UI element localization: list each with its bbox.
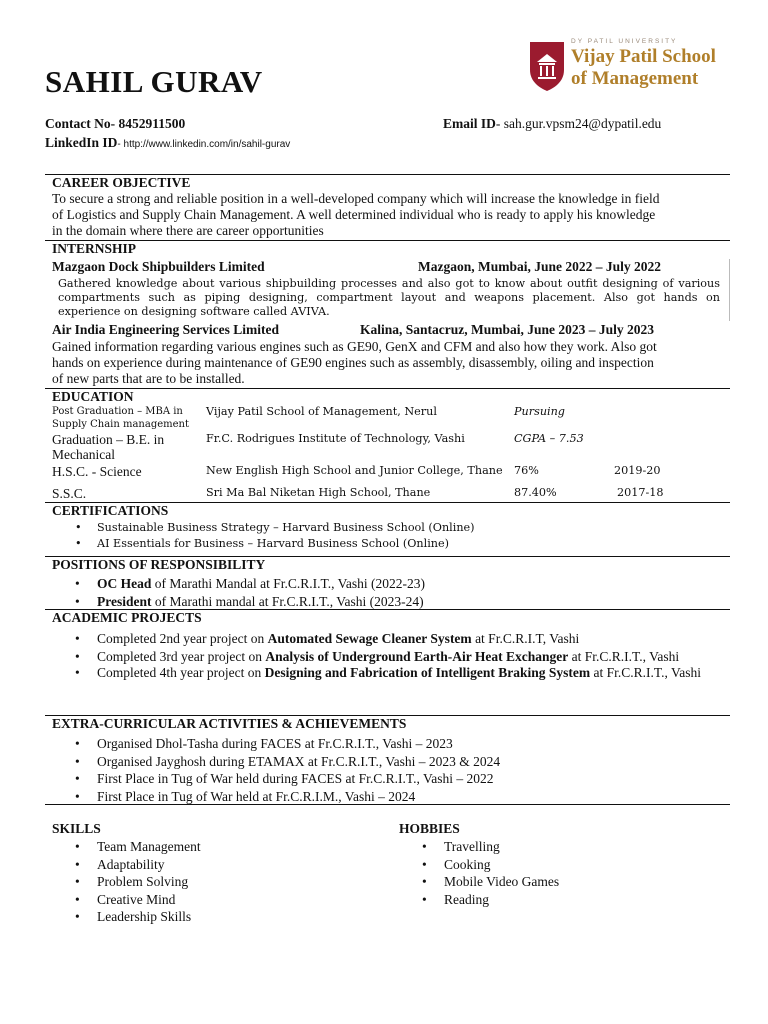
degree-line: Post Graduation – MBA in (52, 406, 183, 417)
career-line: To secure a strong and reliable position in a well-developed company which will increase the knowledge in field (52, 191, 660, 206)
list-item: • Sustainable Business Strategy – Harvard Business School (Online) (75, 520, 475, 536)
logo-line-1: Vijay Patil School (571, 46, 716, 67)
project-post: at Fr.C.R.I.T, Vashi (471, 631, 580, 646)
list-item: • Team Management (75, 838, 201, 856)
internship-line: hands on experience during maintenance of GE90 engines such as assembly, disassembly, oiling and inspection (52, 355, 654, 370)
internship-company: Mazgaon Dock Shipbuilders Limited (52, 259, 265, 274)
education-year: 2019-20 (614, 464, 661, 477)
list-item: • Organised Dhol-Tasha during FACES at Fr.C.R.I.T., Vashi – 2023 (75, 735, 500, 753)
position-title: OC Head (97, 576, 152, 591)
linkedin-value: - http://www.linkedin.com/in/sahil-gurav (117, 139, 291, 150)
contact-label: Contact No- (45, 116, 116, 131)
project-pre: Completed 4th year project on (97, 664, 265, 680)
positions-list (75, 575, 425, 610)
certifications-heading: CERTIFICATIONS (52, 503, 169, 518)
school-logo (528, 36, 718, 98)
divider (45, 240, 730, 241)
hobbies-heading: HOBBIES (399, 821, 460, 836)
education-score: Pursuing (514, 405, 565, 418)
shield-icon (528, 40, 566, 92)
divider (45, 804, 730, 805)
education-score: CGPA – 7.53 (514, 432, 584, 445)
linkedin-label: LinkedIn ID (45, 135, 118, 150)
list-item (75, 630, 715, 648)
list-item (75, 648, 715, 665)
project-title: Automated Sewage Cleaner System (267, 631, 472, 646)
contact-line (45, 116, 185, 132)
internship-location: Kalina, Santacruz, Mumbai, June 2023 – July 2023 (360, 322, 655, 337)
logo-university-text: DY PATIL UNIVERSITY (571, 38, 678, 45)
hobbies-list (422, 838, 559, 908)
education-score: 87.40% (514, 486, 557, 499)
email-label: Email ID (443, 116, 496, 131)
email-line (443, 116, 661, 132)
internship-line: Gained information regarding various engines such as GE90, GenX and CFM and also how they work. Also got (52, 339, 657, 354)
contact-number: 8452911500 (118, 116, 186, 131)
project-title: Analysis of Underground Earth-Air Heat Exchanger (265, 648, 569, 664)
internship-location: Mazgaon, Mumbai, June 2022 – July 2022 (418, 259, 662, 274)
list-item: • Cooking (422, 856, 559, 874)
education-institute: Vijay Patil School of Management, Nerul (206, 405, 437, 418)
position-detail: of Marathi Mandal at Fr.C.R.I.T., Vashi (2022-23) (151, 576, 425, 591)
career-line: in the domain where there are career opportunities (52, 223, 324, 238)
education-heading: EDUCATION (52, 389, 134, 404)
position-detail: of Marathi mandal at Fr.C.R.I.T., Vashi (2023-24) (151, 593, 424, 609)
linkedin-line (45, 135, 290, 151)
list-item: • First Place in Tug of War held at Fr.C.R.I.M., Vashi – 2024 (75, 788, 500, 806)
education-year: 2017-18 (617, 486, 664, 499)
list-item: • Travelling (422, 838, 559, 856)
skills-list (75, 838, 201, 926)
candidate-name: SAHIL GURAV (45, 64, 263, 99)
list-item: • Leadership Skills (75, 908, 201, 926)
education-degree: S.S.C. (52, 486, 87, 501)
list-item: • Adaptability (75, 856, 201, 874)
degree-line: Graduation – B.E. in (52, 432, 165, 447)
list-item: • Organised Jayghosh during ETAMAX at Fr.C.R.I.T., Vashi – 2023 & 2024 (75, 753, 500, 771)
positions-heading: POSITIONS OF RESPONSIBILITY (52, 557, 266, 572)
education-institute: Fr.C. Rodrigues Institute of Technology, Vashi (206, 432, 465, 445)
extracurricular-heading: EXTRA-CURRICULAR ACTIVITIES & ACHIEVEMENTS (52, 716, 407, 731)
email-value: - sah.gur.vpsm24@dypatil.edu (495, 116, 662, 131)
internship-company: Air India Engineering Services Limited (52, 322, 280, 337)
education-degree: H.S.C. - Science (52, 464, 142, 479)
education-institute: New English High School and Junior College, Thane (206, 464, 503, 477)
project-pre: Completed 3rd year project on (97, 648, 266, 664)
internship-heading: INTERNSHIP (52, 241, 137, 256)
list-item (75, 593, 425, 611)
internship-line: of new parts that are to be installed. (52, 371, 245, 386)
project-title: Designing and Fabrication of Intelligent Braking System (264, 664, 591, 680)
projects-heading: ACADEMIC PROJECTS (52, 610, 202, 625)
career-text (52, 191, 724, 239)
career-heading: CAREER OBJECTIVE (52, 175, 191, 190)
project-post: at Fr.C.R.I.T., Vashi (568, 648, 680, 664)
internship-description: Gathered knowledge about various shipbuilding processes and also got to know about outfit designing of various compartments such as piping designing, compartment layout and weapons placement. Also got hands on experience on designing software called AVIVA. (58, 277, 720, 318)
list-item: • Creative Mind (75, 891, 201, 909)
education-institute: Sri Ma Bal Niketan High School, Thane (206, 486, 431, 499)
list-item (75, 665, 715, 681)
extracurricular-list (75, 735, 500, 805)
education-degree (52, 432, 164, 462)
list-item: • First Place in Tug of War held during FACES at Fr.C.R.I.T., Vashi – 2022 (75, 770, 500, 788)
list-item: • Reading (422, 891, 559, 909)
internship-description (52, 339, 724, 387)
list-item: • Problem Solving (75, 873, 201, 891)
logo-line-2: of Management (571, 68, 699, 89)
project-post: at Fr.C.R.I.T., Vashi (590, 664, 701, 680)
certifications-list (75, 520, 475, 552)
education-score: 76% (514, 464, 539, 477)
position-title: President (97, 593, 152, 609)
project-pre: Completed 2nd year project on (97, 631, 268, 646)
projects-list (75, 630, 715, 681)
list-item (75, 575, 425, 593)
divider (45, 388, 730, 389)
career-line: of Logistics and Supply Chain Management. A well determined individual who is ready to apply his knowledge (52, 207, 656, 222)
degree-line: Mechanical (52, 447, 115, 462)
degree-line: Supply Chain management (52, 419, 190, 430)
divider (729, 259, 730, 321)
education-degree (52, 405, 189, 431)
list-item: • Mobile Video Games (422, 873, 559, 891)
list-item: • AI Essentials for Business – Harvard Business School (Online) (75, 536, 475, 552)
skills-heading: SKILLS (52, 821, 101, 836)
